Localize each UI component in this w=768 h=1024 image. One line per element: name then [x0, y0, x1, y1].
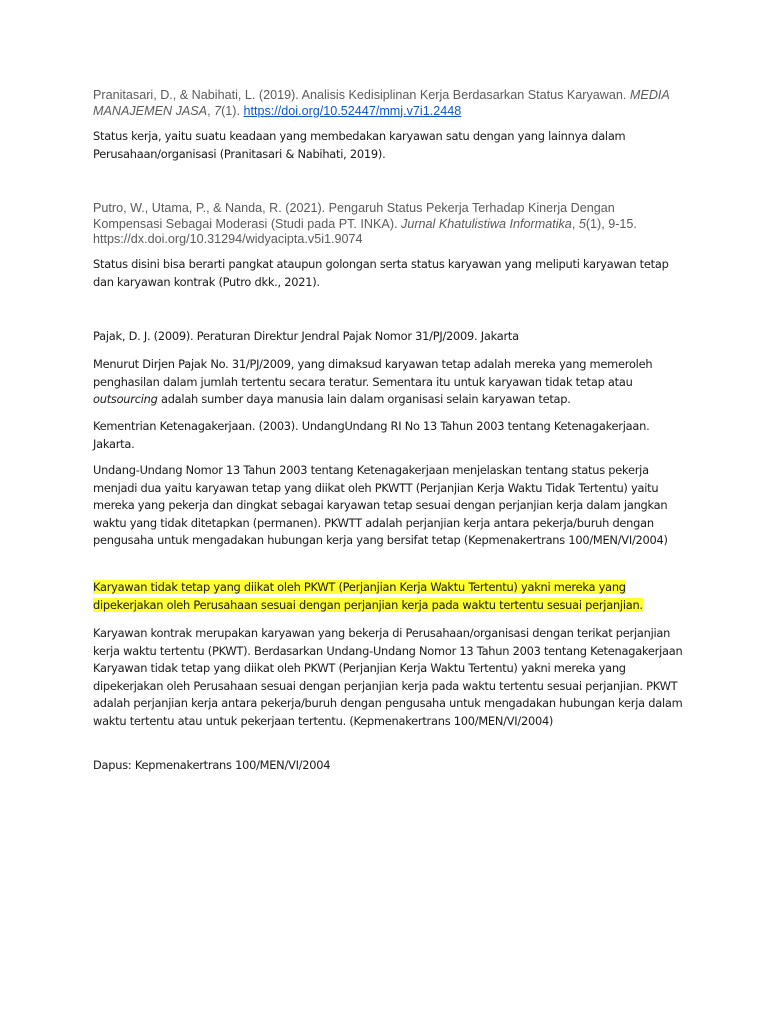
doi-link[interactable]: https://doi.org/10.52447/mmj.v7i1.2448 — [243, 103, 462, 118]
reference-volume: 7 — [214, 103, 222, 118]
reference-pranitasari — [93, 88, 683, 119]
highlighted-paragraph — [93, 579, 683, 614]
highlighted-text: dipekerjakan oleh Perusahaan sesuai dengan perjanjian kerja pada waktu tertentu sesuai perjanjian. — [93, 597, 643, 612]
reference-kementrian: Kementrian Ketenagakerjaan. (2003). UndangUndang RI No 13 Tahun 2003 tentang Ketenagakerjaan. Jakarta. — [93, 419, 650, 451]
reference-putro — [93, 201, 683, 248]
reference-separator: , — [207, 103, 215, 118]
paragraph-dirjen-pajak — [93, 356, 683, 409]
highlighted-text: Karyawan tidak tetap yang diikat oleh PKWT (Perjanjian Kerja Waktu Tertentu) yakni mereka yang — [93, 580, 626, 594]
paragraph-karyawan-kontrak: Karyawan kontrak merupakan karyawan yang bekerja di Perusahaan/organisasi dengan terikat perjanjian kerja waktu tertentu (PKWT). Berdasarkan Undang-Undang Nomor 13 Tahun 2003 tentang Ketenagakerjaan Karyawan tidak tetap yang diikat oleh PKWT (Perjanjian Kerja Waktu Tertentu) yakni mereka yang dipekerjakan oleh Perusahaan sesuai dengan perjanjian kerja pada waktu tertentu sesuai perjanjian. PKWT adalah perjanjian kerja antara pekerja/buruh dengan pengusaha untuk mengadakan hubungan kerja dalam waktu tertentu atau untuk pekerjaan tertentu. (Kepmenakertrans 100/MEN/VI/2004) — [93, 626, 683, 728]
reference-journal: MEDIA MANAJEMEN JASA — [93, 88, 670, 118]
reference-volume: 5 — [578, 216, 586, 231]
reference-separator: , — [571, 216, 579, 231]
reference-pajak: Pajak, D. J. (2009). Peraturan Direktur Jendral Pajak Nomor 31/PJ/2009. Jakarta — [93, 329, 519, 343]
paragraph-text: Menurut Dirjen Pajak No. 31/PJ/2009, yang dimaksud karyawan tetap adalah mereka yang memeroleh penghasilan dalam jumlah tertentu secara teratur. Sementara itu untuk karyawan tidak tetap atau — [93, 357, 653, 389]
paragraph-undang-undang: Undang-Undang Nomor 13 Tahun 2003 tentang Ketenagakerjaan menjelaskan tentang status pekerja menjadi dua yaitu karyawan tetap yang diikat oleh PKWTT (Perjanjian Kerja Waktu Tidak Tertentu) yaitu mereka yang pekerja dan dingkat sebagai karyawan tetap sesuai dengan perjanjian kerja dalam jangkan waktu yang tidak ditetapkan (permanen). PKWTT adalah perjanjian kerja antara pekerja/buruh dengan pengusaha untuk mengadakan hubungan kerja yang bersifat tetap (Kepmenakertrans 100/MEN/VI/2004) — [93, 463, 668, 548]
reference-journal: Jurnal Khatulistiwa Informatika — [401, 216, 572, 231]
paragraph-italic-term: outsourcing — [93, 392, 158, 407]
reference-authors: Putro, W., Utama, P., & Nanda, R. (2021). Pengaruh Status Pekerja Terhadap Kinerja Dengan Kompensasi Sebagai Moderasi (Studi pada PT. INKA). — [93, 201, 615, 231]
paragraph-status-disini: Status disini bisa berarti pangkat ataupun golongan serta status karyawan yang meliputi karyawan tetap dan karyawan kontrak (Putro dkk., 2021). — [93, 257, 669, 289]
reference-rest: (1), 9-15. https://dx.doi.org/10.31294/widyacipta.v5i1.9074 — [93, 216, 637, 246]
paragraph-text: adalah sumber daya manusia lain dalam organisasi selain karyawan tetap. — [157, 392, 571, 407]
paragraph-dapus: Dapus: Kepmenakertrans 100/MEN/VI/2004 — [93, 758, 331, 772]
paragraph-status-kerja: Status kerja, yaitu suatu keadaan yang membedakan karyawan satu dengan yang lainnya dalam Perusahaan/organisasi (Pranitasari & Nabihati, 2019). — [93, 129, 626, 161]
reference-issue: (1). — [221, 103, 244, 118]
reference-authors: Pranitasari, D., & Nabihati, L. (2019). Analisis Kedisiplinan Kerja Berdasarkan Status Karyawan. — [93, 88, 630, 102]
